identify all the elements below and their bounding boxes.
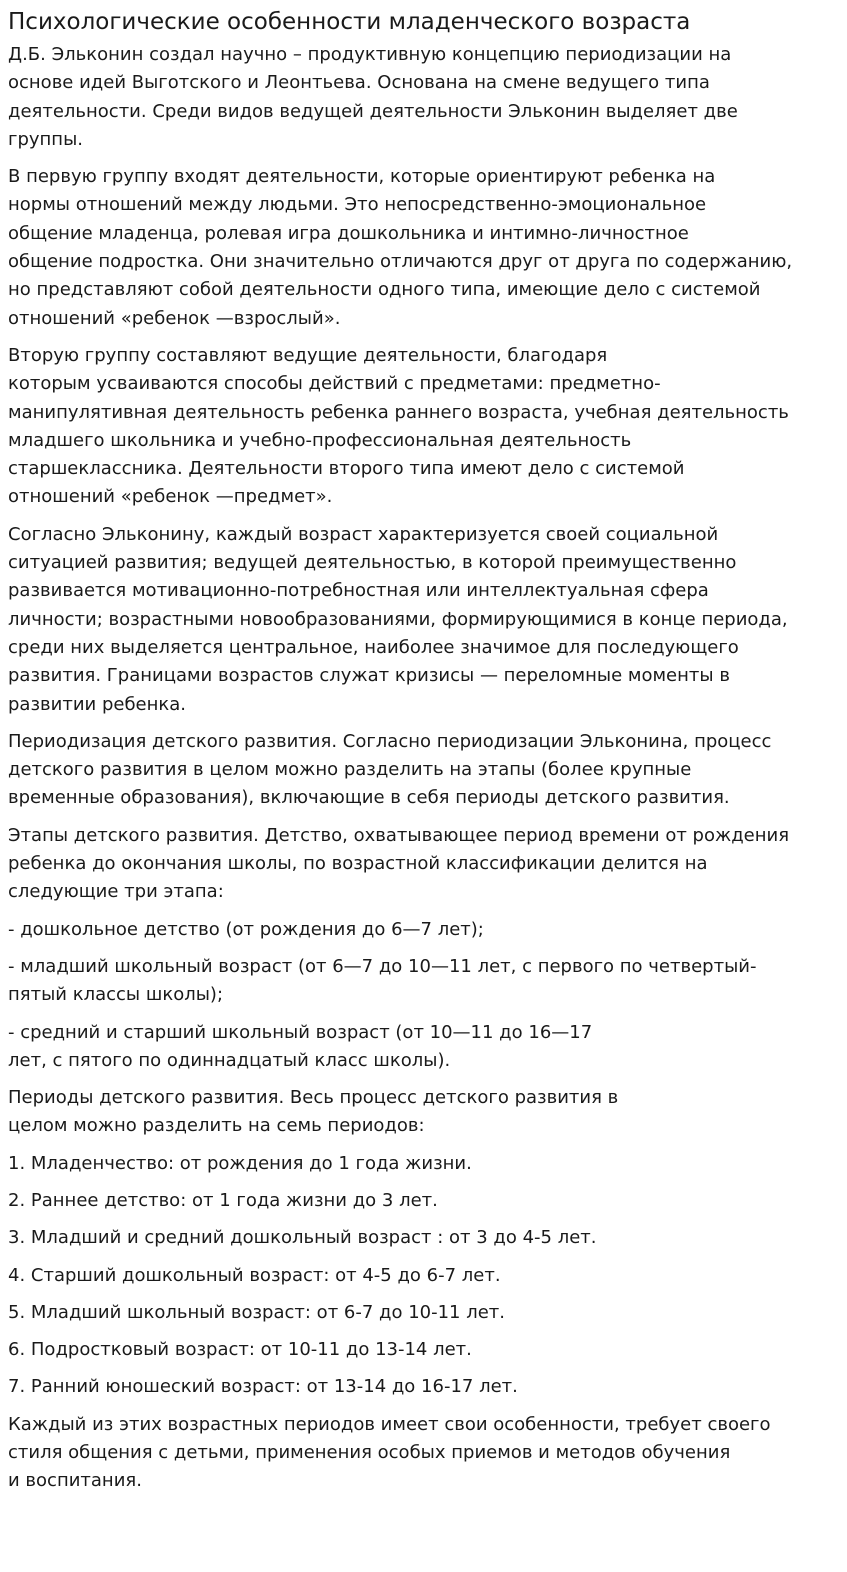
list-item-stage-1: - дошкольное детство (от рождения до 6—7 лет);	[8, 918, 484, 940]
paragraph-age-characteristics: Согласно Эльконину, каждый возраст характеризуется своей социальной ситуацией развития; ведущей деятельностью, в которой преимущественно развивается мотивационно-потребностная или интеллектуальная сфера личности; возрастными новообразованиями, формирующимися в конце периода, среди них выделяется центральное, наиболее значимое для последующего развития. Границами возрастов служат кризисы — переломные моменты в развитии ребенка.	[8, 523, 788, 715]
paragraph-second-group: Вторую группу составляют ведущие деятельности, благодаря которым усваиваются способы действий с предметами: предметно- манипулятивная деятельность ребенка раннего возраста, учебная деятельность младшего школьника и учебно-профессиональная деятельность старшеклассника. Деятельности второго типа имеют дело с системой отношений «ребенок —предмет».	[8, 344, 789, 508]
list-item-stage-3: - средний и старший школьный возраст (от 10—11 до 16—17 лет, с пятого по одиннадцатый класс школы).	[8, 1021, 593, 1071]
paragraph-periods: Периоды детского развития. Весь процесс детского развития в целом можно разделить на семь периодов:	[8, 1087, 619, 1137]
list-item-period-1: 1. Младенчество: от рождения до 1 года жизни.	[8, 1152, 472, 1174]
paragraph-intro: Д.Б. Эльконин создал научно – продуктивную концепцию периодизации на основе идей Выготского и Леонтьева. Основана на смене ведущего типа деятельности. Среди видов ведущей деятельности Эльконин выделяет две группы.	[8, 44, 738, 150]
paragraph-stages: Этапы детского развития. Детство, охватывающее период времени от рождения ребенка до окончания школы, по возрастной классификации делится на следующие три этапа:	[8, 824, 790, 903]
list-item-period-7: 7. Ранний юношеский возраст: от 13-14 до 16-17 лет.	[8, 1376, 518, 1398]
paragraph-first-group: В первую группу входят деятельности, которые ориентируют ребенка на нормы отношений между людьми. Это непосредственно-эмоциональное общение младенца, ролевая игра дошкольника и интимно-личностное общение подростка. Они значительно отличаются друг от друга по содержанию, но представляют собой деятельности одного типа, имеющие дело с системой отношений «ребенок —взрослый».	[8, 166, 793, 329]
list-item-period-6: 6. Подростковый возраст: от 10-11 до 13-14 лет.	[8, 1339, 472, 1361]
page-title: Психологические особенности младенческого возраста	[8, 9, 691, 35]
list-item-period-3: 3. Младший и средний дошкольный возраст : от 3 до 4-5 лет.	[8, 1227, 597, 1249]
list-item-stage-2: - младший школьный возраст (от 6—7 до 10—11 лет, с первого по четвертый- пятый классы школы);	[8, 955, 757, 1006]
paragraph-periodization: Периодизация детского развития. Согласно периодизации Эльконина, процесс детского развития в целом можно разделить на этапы (более крупные временные образования), включающие в себя периоды детского развития.	[8, 730, 772, 809]
list-item-period-4: 4. Старший дошкольный возраст: от 4-5 до 6-7 лет.	[8, 1264, 501, 1286]
paragraph-conclusion: Каждый из этих возрастных периодов имеет свои особенности, требует своего стиля общения с детьми, применения особых приемов и методов обучения и воспитания.	[8, 1413, 771, 1492]
list-item-period-5: 5. Младший школьный возраст: от 6-7 до 10-11 лет.	[8, 1301, 506, 1323]
list-item-period-2: 2. Раннее детство: от 1 года жизни до 3 лет.	[8, 1189, 438, 1211]
